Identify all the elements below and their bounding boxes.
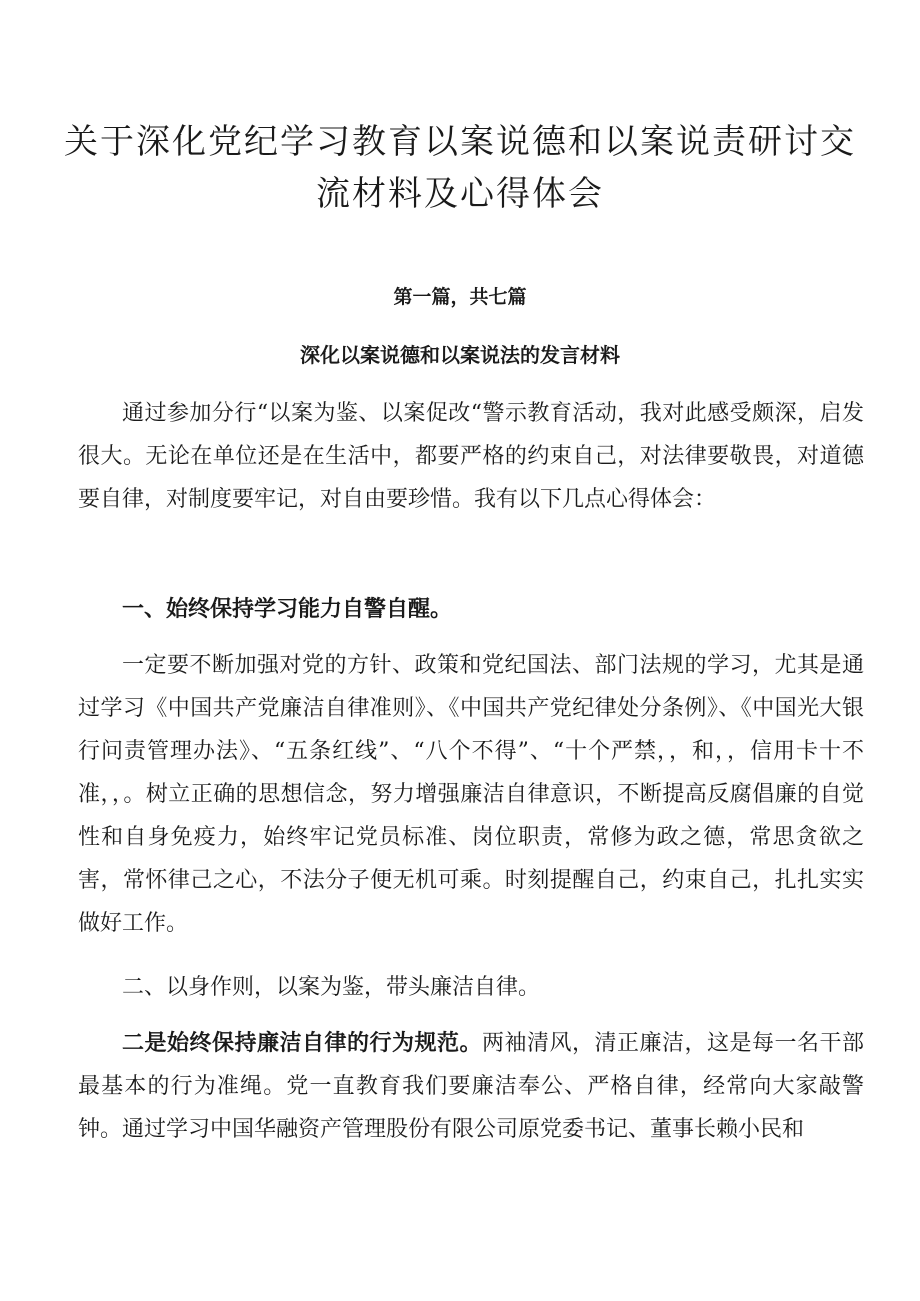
document-title: 关于深化党纪学习教育以案说德和以案说责研讨交流材料及心得体会 <box>64 122 856 214</box>
section-label: 第一篇，共七篇 <box>393 286 527 308</box>
paragraph-conduct-body: 两袖清风，清正廉洁，这是每一名干部最基本的行为准绳。党一直教育我们要廉洁奉公、严格自律，经常向大家敲警钟。通过学习中国华融资产管理股份有限公司原党委书记、董事长赖小民和 <box>78 1031 864 1142</box>
document-subtitle: 深化以案说德和以案说法的发言材料 <box>300 343 620 367</box>
paragraph-conduct <box>78 1022 864 1151</box>
paragraph-point-two: 二、以身作则，以案为鉴，带头廉洁自律。 <box>122 975 541 1000</box>
heading-point-one: 一、始终保持学习能力自警自醒。 <box>122 597 453 622</box>
paragraph-conduct-lead: 二是始终保持廉洁自律的行为规范。 <box>122 1031 482 1056</box>
paragraph-study: 一定要不断加强对党的方针、政策和党纪国法、部门法规的学习，尤其是通过学习《中国共产党廉洁自律准则》、《中国共产党纪律处分条例》、《中国光大银行问责管理办法》、“五条红线”、“八个不得”、“十个严禁，，和，，信用卡十不准，，。树立正确的思想信念，努力增强廉洁自律意识，不断提高反腐倡廉的自觉性和自身免疫力，始终牢记党员标准、岗位职责，常修为政之德，常思贪欲之害，常怀律己之心，不法分子便无机可乘。时刻提醒自己，约束自己，扎扎实实做好工作。 <box>78 653 864 936</box>
paragraph-intro: 通过参加分行“以案为鉴、以案促改“警示教育活动，我对此感受颇深，启发很大。无论在单位还是在生活中，都要严格的约束自己，对法律要敬畏，对道德要自律，对制度要牢记，对自由要珍惜。我有以下几点心得体会： <box>78 401 864 512</box>
